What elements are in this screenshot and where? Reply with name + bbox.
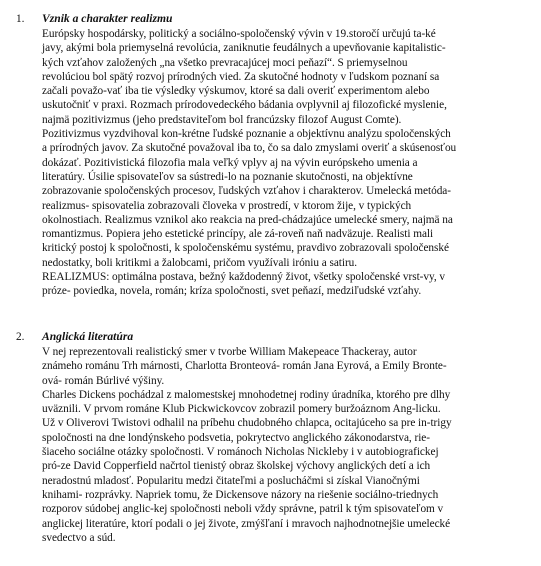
text-line: spoločnosti na dne londýnskeho podsvetia, pokrytectvo anglického zákonodarstva, rie- bbox=[42, 431, 430, 444]
text-line: nedostatky, boli kritikmi a žalobcami, pričom využívali iróniu a satiru. bbox=[42, 256, 358, 269]
text-line: Charles Dickens pochádzal z malomestskej mnohodetnej rodiny úradníka, ktorého pre dlhy bbox=[42, 388, 451, 401]
text-line: a prírodných javov. Za skutočné považoval iba to, čo sa dalo zmyslami overiť a skúsenosťou bbox=[42, 142, 457, 155]
text-line: próze- poviedka, novela, román; kríza spoločnosti, svet peňazí, medziľudské vzťahy. bbox=[42, 285, 422, 298]
text-line: Pozitivizmus vyzdvihoval kon-krétne ľudské poznanie a objektívnu analýzu spoločenských bbox=[42, 128, 451, 141]
text-line: kritický postoj k spoločnosti, k spoločenskému systému, pravdivo zobrazovali spoločenské bbox=[42, 242, 449, 255]
text-line: romantizmus. Popiera jeho estetické princípy, ale zá-roveň naň nadväzuje. Realisti mali bbox=[42, 228, 434, 241]
text-line: kých vzťahov založených „na všetko prevracajúcej moci peňazí“. S priemyselnou bbox=[42, 56, 408, 69]
text-line: začali považo-vať iba tie výsledky výskumov, ktoré sa dali overiť experimentom alebo bbox=[42, 85, 430, 98]
text-line: realizmus- spisovatelia zobrazovali človeka v prostredí, v ktorom žije, v typických bbox=[42, 199, 412, 212]
section-number: 2. bbox=[16, 331, 25, 343]
section-heading: Vznik a charakter realizmu bbox=[42, 12, 173, 25]
text-line: rozporov súdobej anglic-kej spoločnosti neboli vždy správne, patril k tým spisovateľom v bbox=[42, 503, 444, 516]
text-line: zobrazovanie spoločenských procesov, ľudských vzťahov i charakterov. Umelecká metóda- bbox=[42, 185, 451, 198]
text-line: javy, akými bola priemyselná revolúcia, zaniknutie feudálnych a upevňovanie kapitalistic- bbox=[42, 42, 446, 55]
section-heading: Anglická literatúra bbox=[42, 330, 134, 343]
text-line: najmä pozitivizmus (jeho predstaviteľom bol francúzsky filozof August Comte). bbox=[42, 113, 402, 126]
text-line: pró-ze David Copperfield načrtol tienistý obraz školskej výchovy anglických detí a ich bbox=[42, 460, 431, 473]
text-line: dokázať. Pozitivistická filozofia mala veľký vplyv aj na vývin európskeho umenia a bbox=[42, 156, 418, 169]
text-line: knihami- rozprávky. Napriek tomu, že Dickensove názory na riešenie sociálno-triednych bbox=[42, 488, 439, 501]
text-line: revolúciou bol spätý rozvoj prírodných vied. Za skutočné hodnoty v ľudskom poznaní sa bbox=[42, 70, 440, 83]
text-line: anglickej literatúre, ktorí podali o jej živote, zmýšľaní i mravoch najhodnotnejšie umelecké bbox=[42, 517, 451, 530]
text-line: šiaceho sociálne otázky spoločnosti. V románoch Nicholas Nickleby i v autobiografickej bbox=[42, 446, 439, 459]
section-body bbox=[42, 27, 537, 299]
text-line: V nej reprezentovali realistický smer v tvorbe William Makepeace Thackeray, autor bbox=[42, 346, 417, 358]
text-line: okolnostiach. Realizmus vznikol ako reakcia na pred-chádzajúce umelecké smery, najmä na bbox=[42, 213, 453, 226]
text-line: svedectvo a súd. bbox=[42, 531, 116, 544]
text-line: Už v Oliverovi Twistovi odhalil na príbehu chudobného chlapca, ocitajúceho sa pre in-trigy bbox=[42, 417, 452, 430]
text-line: ová- román Búrlivé výšiny. bbox=[42, 374, 165, 387]
text-line: literatúry. Úsilie spisovateľov sa sústredi-lo na poznanie skutočnosti, na objektívne bbox=[42, 170, 413, 183]
text-line: uskutočniť v praxi. Rozmach prírodovedeckého bádania ovplyvnil aj filozofické myslenie, bbox=[42, 99, 447, 112]
section-number: 1. bbox=[16, 13, 25, 25]
text-line: uväznili. V prvom románe Klub Pickwickovcov zobrazil pomery buržoáznom Ang-licku. bbox=[42, 403, 441, 416]
text-line: neradostnú mladosť. Popularitu medzi čitateľmi a poslucháčmi si získal Vianočnými bbox=[42, 474, 420, 487]
section-body bbox=[42, 345, 537, 545]
text-line: známeho románu Trh márnosti, Charlotta Bronteová- román Jana Eyrová, a Emily Bronte- bbox=[42, 360, 447, 373]
text-line: Európsky hospodársky, politický a sociálno-spoločenský vývin v 19.storočí určujú ta-ké bbox=[42, 28, 436, 40]
text-line: REALIZMUS: optimálna postava, bežný každodenný život, všetky spoločenské vrst-vy, v bbox=[42, 271, 445, 284]
